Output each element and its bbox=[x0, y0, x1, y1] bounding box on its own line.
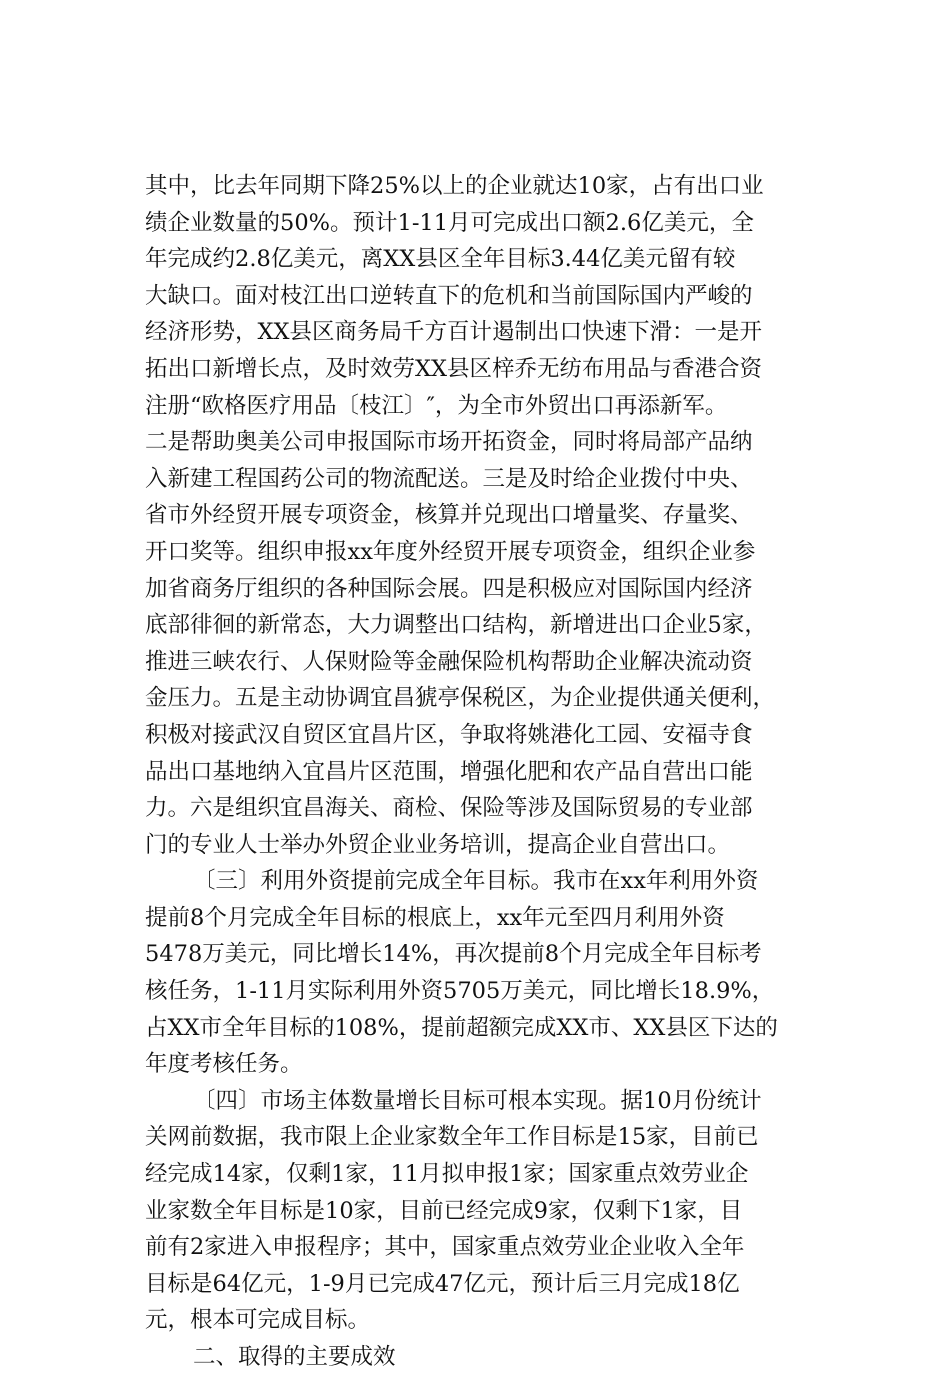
text-line: 年完成约2.8亿美元，离XX县区全年目标3.44亿美元留有较 bbox=[145, 246, 736, 273]
text-line: 关网前数据，我市限上企业家数全年工作目标是15家，目前已 bbox=[145, 1124, 759, 1151]
text-line: 品出口基地纳入宜昌片区范围，增强化肥和农产品自营出口能 bbox=[145, 758, 753, 785]
text-line: 元，根本可完成目标。 bbox=[145, 1307, 371, 1334]
text-line: 底部徘徊的新常态，大力调整出口结构，新增进出口企业5家， bbox=[145, 612, 767, 639]
text-line: 力。六是组织宜昌海关、商检、保险等涉及国际贸易的专业部 bbox=[145, 795, 753, 822]
text-line: 经完成14家，仅剩1家，11月拟申报1家；国家重点效劳业企 bbox=[145, 1161, 749, 1188]
text-line: 5478万美元，同比增长14%，再次提前8个月完成全年目标考 bbox=[145, 941, 762, 968]
text-line: 加省商务厅组织的各种国际会展。四是积极应对国际国内经济 bbox=[145, 575, 753, 602]
paragraph-heading-3: 〔三〕利用外资提前完成全年目标。我市在xx年利用外资 bbox=[193, 868, 759, 895]
text-line: 经济形势，XX县区商务局千方百计遏制出口快速下滑：一是开 bbox=[145, 319, 763, 346]
text-line: 二是帮助奥美公司申报国际市场开拓资金，同时将局部产品纳 bbox=[145, 429, 753, 456]
document-body bbox=[145, 168, 835, 1376]
text-line: 前有2家进入申报程序；其中，国家重点效劳业企业收入全年 bbox=[145, 1234, 745, 1261]
text-line: 绩企业数量的50%。预计1-11月可完成出口额2.6亿美元，全 bbox=[145, 209, 754, 236]
text-line: 年度考核任务。 bbox=[145, 1051, 303, 1078]
text-line: 开口奖等。组织申报xx年度外经贸开展专项资金，组织企业参 bbox=[145, 538, 756, 565]
text-line: 省市外经贸开展专项资金，核算并兑现出口增量奖、存量奖、 bbox=[145, 502, 753, 529]
paragraph-heading-4: 〔四〕市场主体数量增长目标可根本实现。据10月份统计 bbox=[193, 1087, 762, 1114]
text-line: 核任务，1-11月实际利用外资5705万美元，同比增长18.9%， bbox=[145, 978, 775, 1005]
text-line: 其中，比去年同期下降25%以上的企业就达10家，占有出口业 bbox=[145, 173, 764, 199]
section-heading: 二、取得的主要成效 bbox=[193, 1344, 396, 1370]
text-line: 目标是64亿元，1-9月已完成47亿元，预计后三月完成18亿 bbox=[145, 1270, 740, 1297]
text-line: 门的专业人士举办外贸企业业务培训，提高企业自营出口。 bbox=[145, 831, 731, 858]
text-line: 业家数全年目标是10家，目前已经完成9家，仅剩下1家，目 bbox=[145, 1197, 743, 1224]
text-line: 金压力。五是主动协调宜昌猇亭保税区，为企业提供通关便利， bbox=[145, 685, 776, 712]
text-line: 推进三峡农行、人保财险等金融保险机构帮助企业解决流动资 bbox=[145, 648, 753, 675]
text-line: 占XX市全年目标的108%，提前超额完成XX市、XX县区下达的 bbox=[145, 1014, 778, 1041]
text-line: 入新建工程国药公司的物流配送。三是及时给企业拨付中央、 bbox=[145, 465, 753, 492]
text-line: 注册“欧格医疗用品〔枝江〕″，为全市外贸出口再添新军。 bbox=[145, 392, 728, 419]
text-line: 提前8个月完成全年目标的根底上，xx年元至四月利用外资 bbox=[145, 904, 725, 931]
text-line: 积极对接武汉自贸区宜昌片区，争取将姚港化工园、安福寺食 bbox=[145, 721, 753, 748]
text-line: 拓出口新增长点，及时效劳XX县区梓乔无纺布用品与香港合资 bbox=[145, 355, 763, 382]
text-line: 大缺口。面对枝江出口逆转直下的危机和当前国际国内严峻的 bbox=[145, 282, 753, 309]
